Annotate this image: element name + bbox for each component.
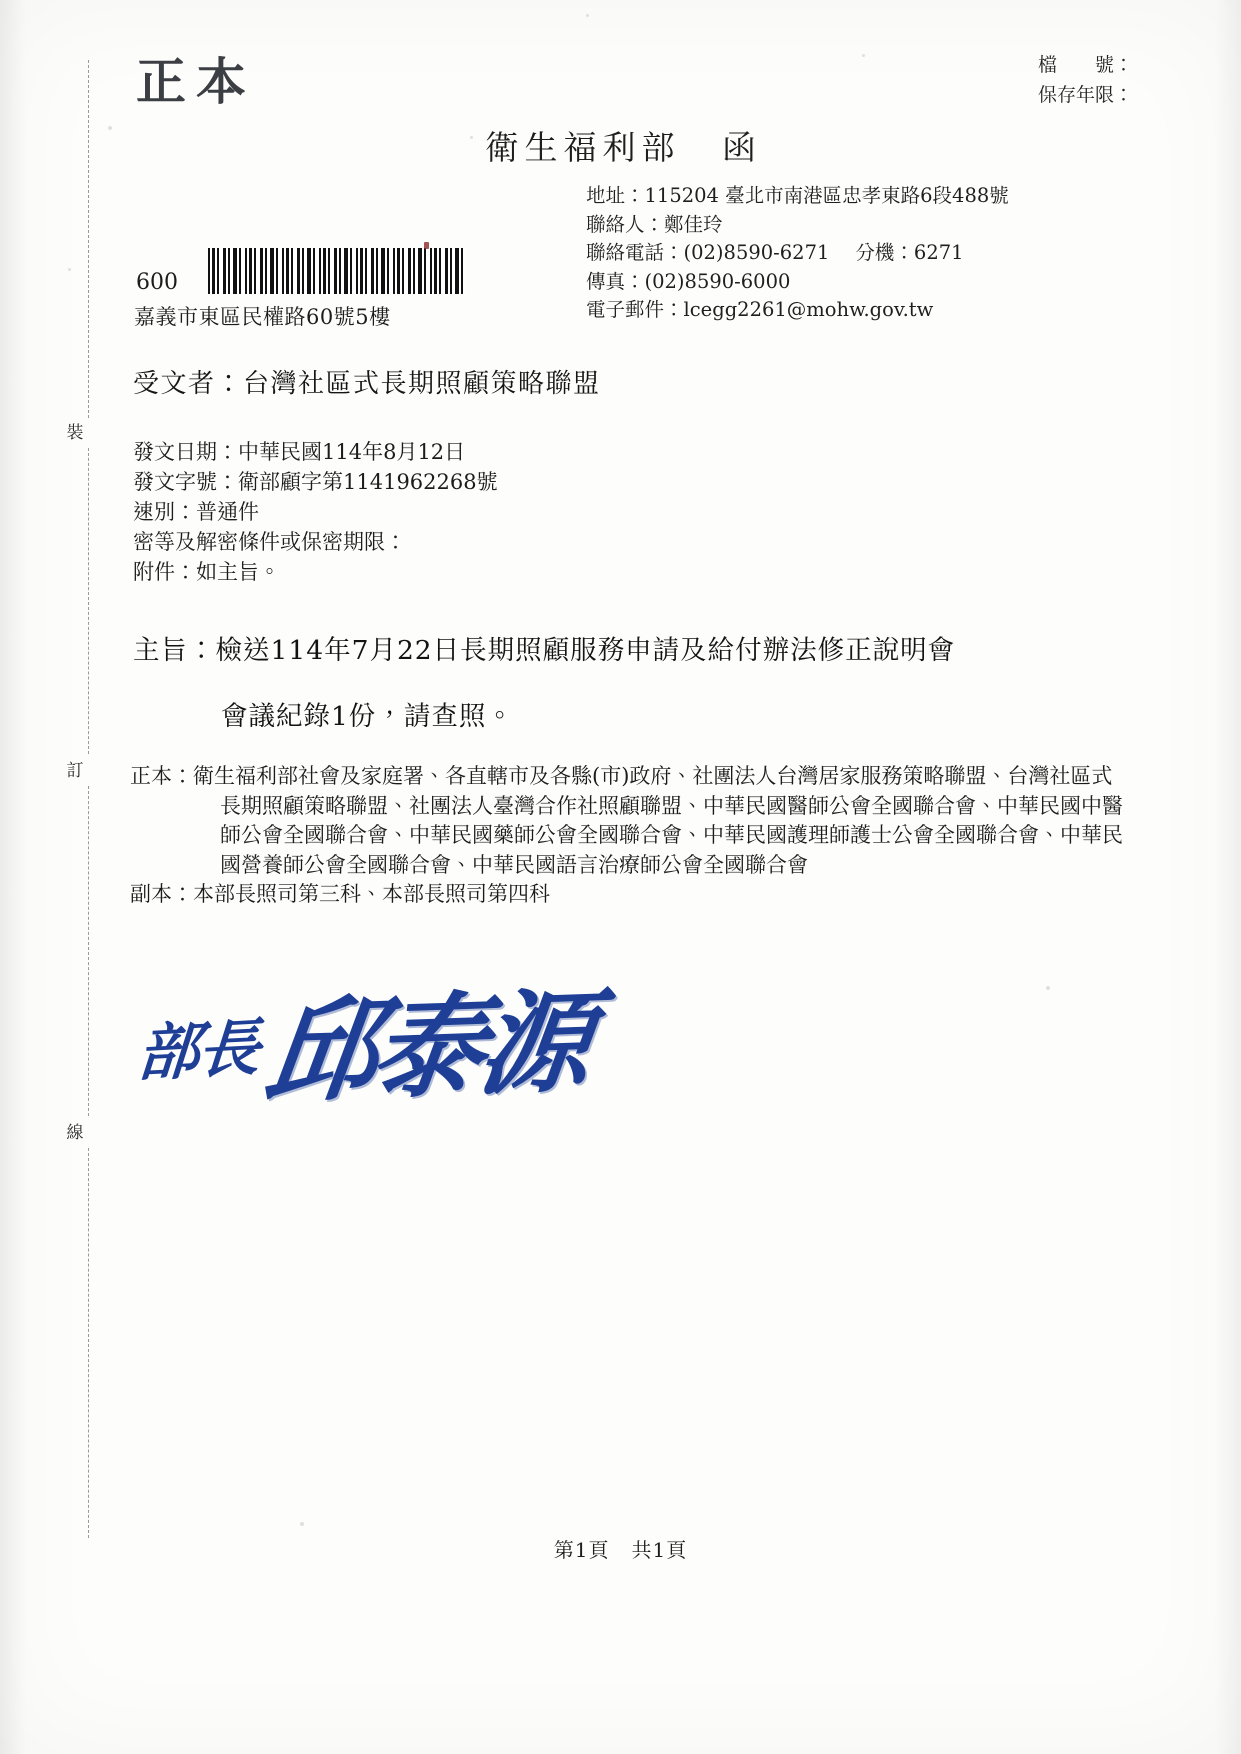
document-metadata [133,437,498,587]
recipient-line [133,363,601,400]
attachment-row [133,557,498,587]
issue-date-row [133,437,498,467]
distribution-section [130,762,1131,910]
binding-margin-rule [88,786,90,1116]
fax-value: (02)8590-6000 [644,269,791,293]
margin-mark-xian: 線 [66,1123,84,1143]
phone-value: (02)8590-6271 [683,241,830,264]
priority-value: 普通件 [196,500,259,524]
signature-name: 邱泰源 [258,976,594,1119]
file-number-label: 檔 號： [1037,54,1133,76]
recipient-label: 受文者： [133,369,244,399]
margin-mark-ding: 訂 [66,761,84,781]
subject-line-2: 會議紀錄1份，請查照。 [221,701,514,732]
cc-distribution-value: 本部長照司第三科、本部長照司第四科 [193,882,550,906]
address-row [586,182,1009,211]
extension-value: 6271 [913,241,964,264]
contact-person-label: 聯絡人： [586,212,665,236]
archive-fields [1038,50,1133,110]
sender-contact-block [586,182,1009,325]
classification-row [133,527,498,557]
cc-distribution-row [130,880,1131,910]
issue-date-value: 中華民國114年8月12日 [238,440,466,464]
margin-mark-zhuang: 裝 [66,423,84,443]
page-total: 共1頁 [631,1538,688,1562]
subject-label: 主旨： [133,635,216,666]
issue-date-label: 發文日期： [133,440,238,464]
extension-label: 分機： [855,241,914,264]
subject-line-1: 檢送114年7月22日長期照顧服務申請及給付辦法修正說明會 [215,635,956,666]
signature-role: 部長 [134,1010,261,1091]
subject-section [133,618,1121,750]
phone-row [586,239,1009,268]
cc-distribution-label: 副本： [130,882,193,906]
address-label: 地址： [586,184,645,207]
classification-label: 密等及解密條件或保密期限： [133,530,406,554]
retention-period-label: 保存年限： [1037,84,1133,106]
primary-distribution-row [130,762,1131,880]
scan-speck [862,54,865,57]
page-current: 第1頁 [553,1538,610,1562]
mailing-address: 嘉義市東區民權路60號5樓 [134,305,391,329]
document-kind: 函 [722,128,756,167]
priority-label: 速別： [133,500,196,524]
attachment-label: 附件： [133,560,196,584]
binding-margin-rule [88,60,90,418]
fax-row [586,268,1009,297]
document-number-row [133,467,498,497]
postal-barcode-icon [208,248,466,294]
address-value: 115204 臺北市南港區忠孝東路6段488號 [644,184,1009,207]
attachment-value: 如主旨。 [196,560,280,584]
issuing-organization: 衛生福利部 [485,128,681,167]
page-edge-shading-right [1215,0,1241,1754]
fax-label: 傳真： [586,269,645,293]
binding-margin-rule [88,1148,90,1538]
scan-speck [586,14,589,17]
priority-row [133,497,498,527]
page-edge-shading-left [0,0,26,1754]
copy-type-mark: 正本 [136,52,256,111]
postal-code: 600 [136,270,178,295]
scan-speck [1046,986,1050,990]
contact-person-row [586,211,1009,240]
email-label: 電子郵件： [586,298,684,321]
signature-block [134,958,594,1119]
primary-distribution-value: 衛生福利部社會及家庭署、各直轄市及各縣(市)政府、社團法人台灣居家服務策略聯盟、台灣社區式長期照顧策略聯盟、社團法人臺灣合作社照顧聯盟、中華民國醫師公會全國聯合會、中華民國中醫師公會全國聯合會、中華民國藥師公會全國聯合會、中華民國護理師護士公會全國聯合會、中華民國營養師公會全國聯合會、中華民國語言治療師公會全國聯合會 [193,764,1123,877]
scan-speck [68,268,71,271]
page-footer [0,1534,1241,1563]
email-value: lcegg2261@mohw.gov.tw [683,298,934,321]
document-number-label: 發文字號： [133,470,238,494]
primary-distribution-label: 正本： [130,764,193,788]
scan-speck [300,1522,304,1526]
email-row [586,296,1009,325]
page-title [0,122,1241,169]
document-number-value: 衛部顧字第1141962268號 [238,470,498,494]
phone-label: 聯絡電話： [586,241,684,264]
binding-margin-rule [88,448,90,754]
scan-speck [424,242,429,249]
contact-person-value: 鄭佳玲 [664,212,723,236]
recipient-value: 台灣社區式長期照顧策略聯盟 [243,369,601,399]
